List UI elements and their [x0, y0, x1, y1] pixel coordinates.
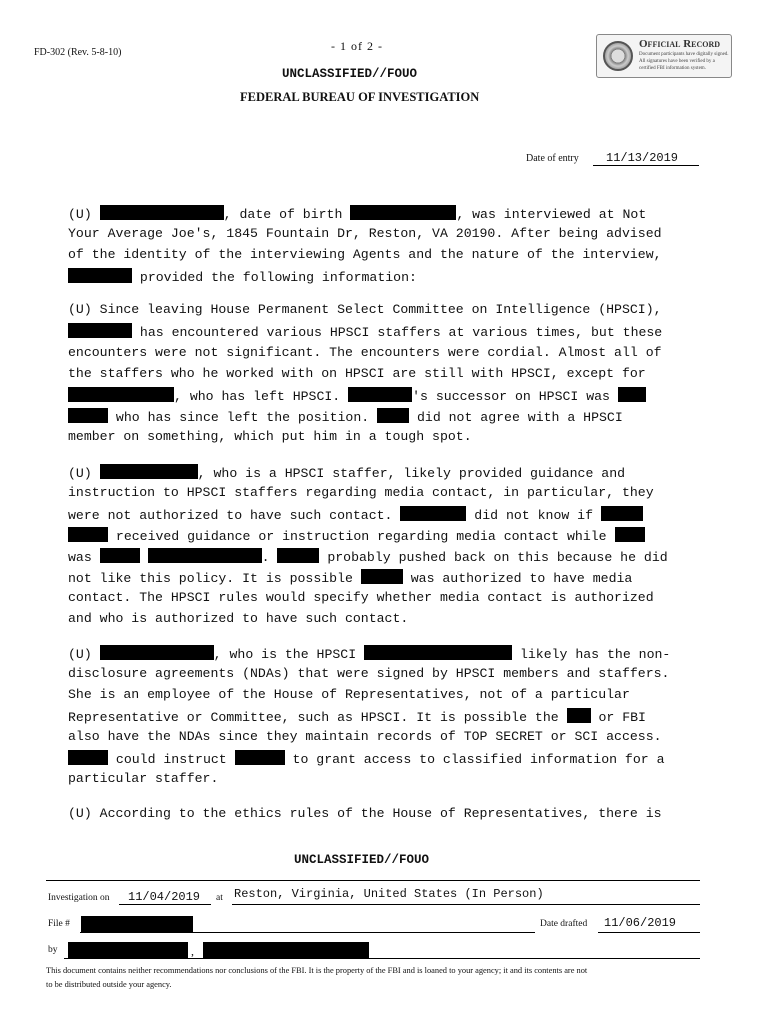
- p2-line1: (U) Since leaving House Permanent Select Committee on Intelligence (HPSCI),: [68, 302, 662, 317]
- date-of-entry-underline: [593, 165, 699, 166]
- official-record-stamp: [596, 34, 732, 78]
- p2-line4: the staffers who he worked with on HPSCI are still with HPSCI, except for: [68, 366, 646, 381]
- file-number-label: File #: [48, 919, 70, 929]
- redaction: [361, 569, 403, 584]
- classification-top: UNCLASSIFIED//FOUO: [282, 67, 418, 81]
- p3-line5: was . probably pushed back on this because he did: [68, 550, 668, 565]
- date-of-entry-label: Date of entry: [526, 153, 579, 164]
- p4-line4: Representative or Committee, such as HPSCI. It is possible the or FBI: [68, 710, 646, 725]
- p4-line2: disclosure agreements (NDAs) that were signed by HPSCI members and staffers.: [68, 666, 670, 681]
- redaction: [68, 323, 132, 338]
- disclaimer-line2: to be distributed outside your agency.: [46, 980, 172, 989]
- redaction: [100, 645, 214, 660]
- redaction: [235, 750, 285, 765]
- redaction: [350, 205, 456, 220]
- redaction: [68, 387, 174, 402]
- stamp-text-2: All signatures have been verified by a: [639, 59, 715, 64]
- p4-line6: could instruct to grant access to classified information for a: [68, 750, 665, 768]
- p3-line4: received guidance or instruction regarding media contact while: [68, 527, 645, 545]
- p3-line6: not like this policy. It is possible was authorized to have media: [68, 571, 633, 586]
- p2-line7: member on something, which put him in a tough spot.: [68, 429, 472, 444]
- p1-line1: (U) , date of birth , was interviewed at Not: [68, 207, 647, 222]
- classification-bottom: UNCLASSIFIED//FOUO: [294, 853, 430, 867]
- redaction: [68, 408, 108, 423]
- stamp-text-3: certified FBI information system.: [639, 66, 706, 71]
- agency-title: FEDERAL BUREAU OF INVESTIGATION: [240, 90, 480, 104]
- redaction: [615, 527, 645, 542]
- p2-line6: who has since left the position. did not agree with a HPSCI: [68, 408, 623, 426]
- p4-line3: She is an employee of the House of Representatives, not of a particular: [68, 687, 630, 702]
- investigation-on-underline: [119, 904, 211, 905]
- by-label: by: [48, 945, 58, 955]
- redaction: [68, 268, 132, 283]
- redaction: [81, 916, 193, 932]
- p4-line5: also have the NDAs since they maintain records of TOP SECRET or SCI access.: [68, 729, 662, 744]
- p1-line3: of the identity of the interviewing Agents and the nature of the interview,: [68, 247, 662, 262]
- redaction: [277, 548, 319, 563]
- redaction: [364, 645, 512, 660]
- fbi-seal-icon: [603, 41, 633, 71]
- p5-line1: (U) According to the ethics rules of the House of Representatives, there is: [68, 806, 662, 821]
- redaction: [400, 506, 466, 521]
- stamp-text-1: Document participants have digitally signed.: [639, 52, 729, 57]
- by-underline: [64, 958, 700, 959]
- form-id: FD-302 (Rev. 5-8-10): [34, 47, 122, 58]
- date-drafted-value: 11/06/2019: [604, 916, 677, 930]
- p2-line2: has encountered various HPSCI staffers at various times, but these: [68, 323, 662, 341]
- p2-line3: encounters were not significant. The encounters were cordial. Almost all of: [68, 345, 662, 360]
- disclaimer-line1: This document contains neither recommendations nor conclusions of the FBI. It is the property of the FBI and is loaned to your agency; it and its contents are not: [46, 966, 588, 975]
- p3-line1: (U) , who is a HPSCI staffer, likely provided guidance and: [68, 466, 626, 481]
- p3-line3: were not authorized to have such contact. did not know if: [68, 506, 643, 524]
- redaction: [148, 548, 262, 563]
- by-comma: ,: [191, 944, 194, 958]
- redaction: [100, 548, 140, 563]
- stamp-title: Official Record: [639, 38, 721, 50]
- p1-line4: provided the following information:: [68, 268, 417, 286]
- p1-line2: Your Average Joe's, 1845 Fountain Dr, Reston, VA 20190. After being advised: [68, 226, 662, 241]
- redaction: [377, 408, 409, 423]
- page-indicator: - 1 of 2 -: [331, 39, 383, 53]
- location-underline: [232, 904, 700, 905]
- redaction: [601, 506, 643, 521]
- investigation-on-value: 11/04/2019: [128, 890, 201, 904]
- footer-top-rule: [46, 880, 700, 881]
- p3-line2: instruction to HPSCI staffers regarding media contact, in particular, they: [68, 485, 654, 500]
- file-number-underline: [80, 932, 535, 933]
- p3-line7: contact. The HPSCI rules would specify whether media contact is authorized: [68, 590, 654, 605]
- date-drafted-label: Date drafted: [540, 919, 588, 929]
- p4-line7: particular staffer.: [68, 771, 219, 786]
- date-drafted-underline: [598, 932, 700, 933]
- redaction: [100, 205, 224, 220]
- p2-line5: , who has left HPSCI. 's successor on HPSCI was: [68, 387, 646, 405]
- redaction: [203, 942, 369, 958]
- redaction: [100, 464, 198, 479]
- redaction: [68, 527, 108, 542]
- date-of-entry-value: 11/13/2019: [606, 151, 679, 165]
- redaction: [68, 942, 188, 958]
- redaction: [68, 750, 108, 765]
- p4-line1: (U) , who is the HPSCI likely has the non-: [68, 647, 671, 662]
- redaction: [348, 387, 412, 402]
- redaction: [618, 387, 646, 402]
- p3-line8: and who is authorized to have such contact.: [68, 611, 409, 626]
- at-label: at: [216, 893, 223, 903]
- location-value: Reston, Virginia, United States (In Person): [234, 887, 544, 901]
- redaction: [567, 708, 591, 723]
- investigation-on-label: Investigation on: [48, 893, 110, 903]
